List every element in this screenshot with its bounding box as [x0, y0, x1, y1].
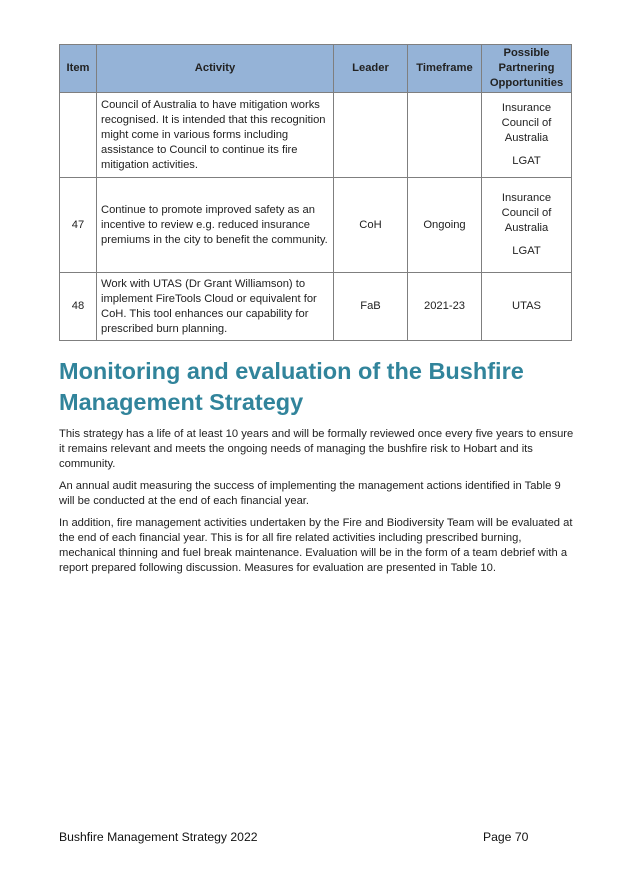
activity-cell: Work with UTAS (Dr Grant Williamson) to implement FireTools Cloud or equivalent for CoH. This tool enhances our capability for prescribed burn planning. [97, 273, 334, 341]
partner-line: Insurance [501, 192, 552, 204]
table-row [60, 93, 572, 178]
partner-line: Australia [504, 222, 549, 234]
timeframe-cell: 2021-23 [408, 273, 482, 341]
activity-cell: Continue to promote improved safety as an incentive to review e.g. reduced insurance premiums in the city to benefit the community. [97, 178, 334, 273]
partner-line: Council of [501, 207, 552, 219]
body-paragraph: This strategy has a life of at least 10 years and will be formally reviewed once every five years to ensure it remains relevant and meets the ongoing needs of managing the bushfire risk to Hobart and its community. [59, 428, 574, 470]
partner-line: LGAT [512, 155, 541, 167]
header-partnering [482, 45, 572, 93]
item-cell [60, 93, 97, 178]
timeframe-cell: Ongoing [408, 178, 482, 273]
partner-line: UTAS [511, 300, 541, 312]
table-row [60, 273, 572, 341]
header-partnering-line: Partnering [498, 62, 555, 74]
footer-document-title: Bushfire Management Strategy 2022 [59, 830, 258, 844]
item-cell: 47 [60, 178, 97, 273]
partners-cell [482, 93, 572, 178]
action-table [59, 44, 572, 341]
body-paragraph: In addition, fire management activities undertaken by the Fire and Biodiversity Team will be evaluated at the end of each financial year. This is for all fire related activities including prescribed burning, mechanical thinning and fuel break maintenance. Evaluation will be in the form of a team debrief with a report prepared following discussion. Measures for evaluation are presented in Table 10. [59, 517, 573, 574]
partner-line: Insurance [501, 102, 552, 114]
section-heading: Monitoring and evaluation of the Bushfire Management Strategy [59, 358, 524, 415]
table-row [60, 178, 572, 273]
partners-cell [482, 178, 572, 273]
partner-line: LGAT [512, 245, 541, 257]
partner-line: Council of [501, 117, 552, 129]
item-cell: 48 [60, 273, 97, 341]
table-header-row [60, 45, 572, 93]
partners-cell [482, 273, 572, 341]
header-leader: Leader [334, 45, 408, 93]
footer-page-number: Page 70 [483, 830, 529, 844]
activity-cell: Council of Australia to have mitigation works recognised. It is intended that this recognition might come in various forms including assistance to Council to continue its fire mitigation activities. [97, 93, 334, 178]
header-partnering-line: Opportunities [489, 77, 564, 89]
header-partnering-line: Possible [503, 47, 550, 59]
body-paragraph: An annual audit measuring the success of implementing the management actions identified in Table 9 will be conducted at the end of each financial year. [59, 480, 561, 507]
header-item: Item [60, 45, 97, 93]
leader-cell: CoH [334, 178, 408, 273]
leader-cell: FaB [334, 273, 408, 341]
header-timeframe: Timeframe [408, 45, 482, 93]
header-activity: Activity [97, 45, 334, 93]
leader-cell [334, 93, 408, 178]
partner-line: Australia [504, 132, 549, 144]
timeframe-cell [408, 93, 482, 178]
